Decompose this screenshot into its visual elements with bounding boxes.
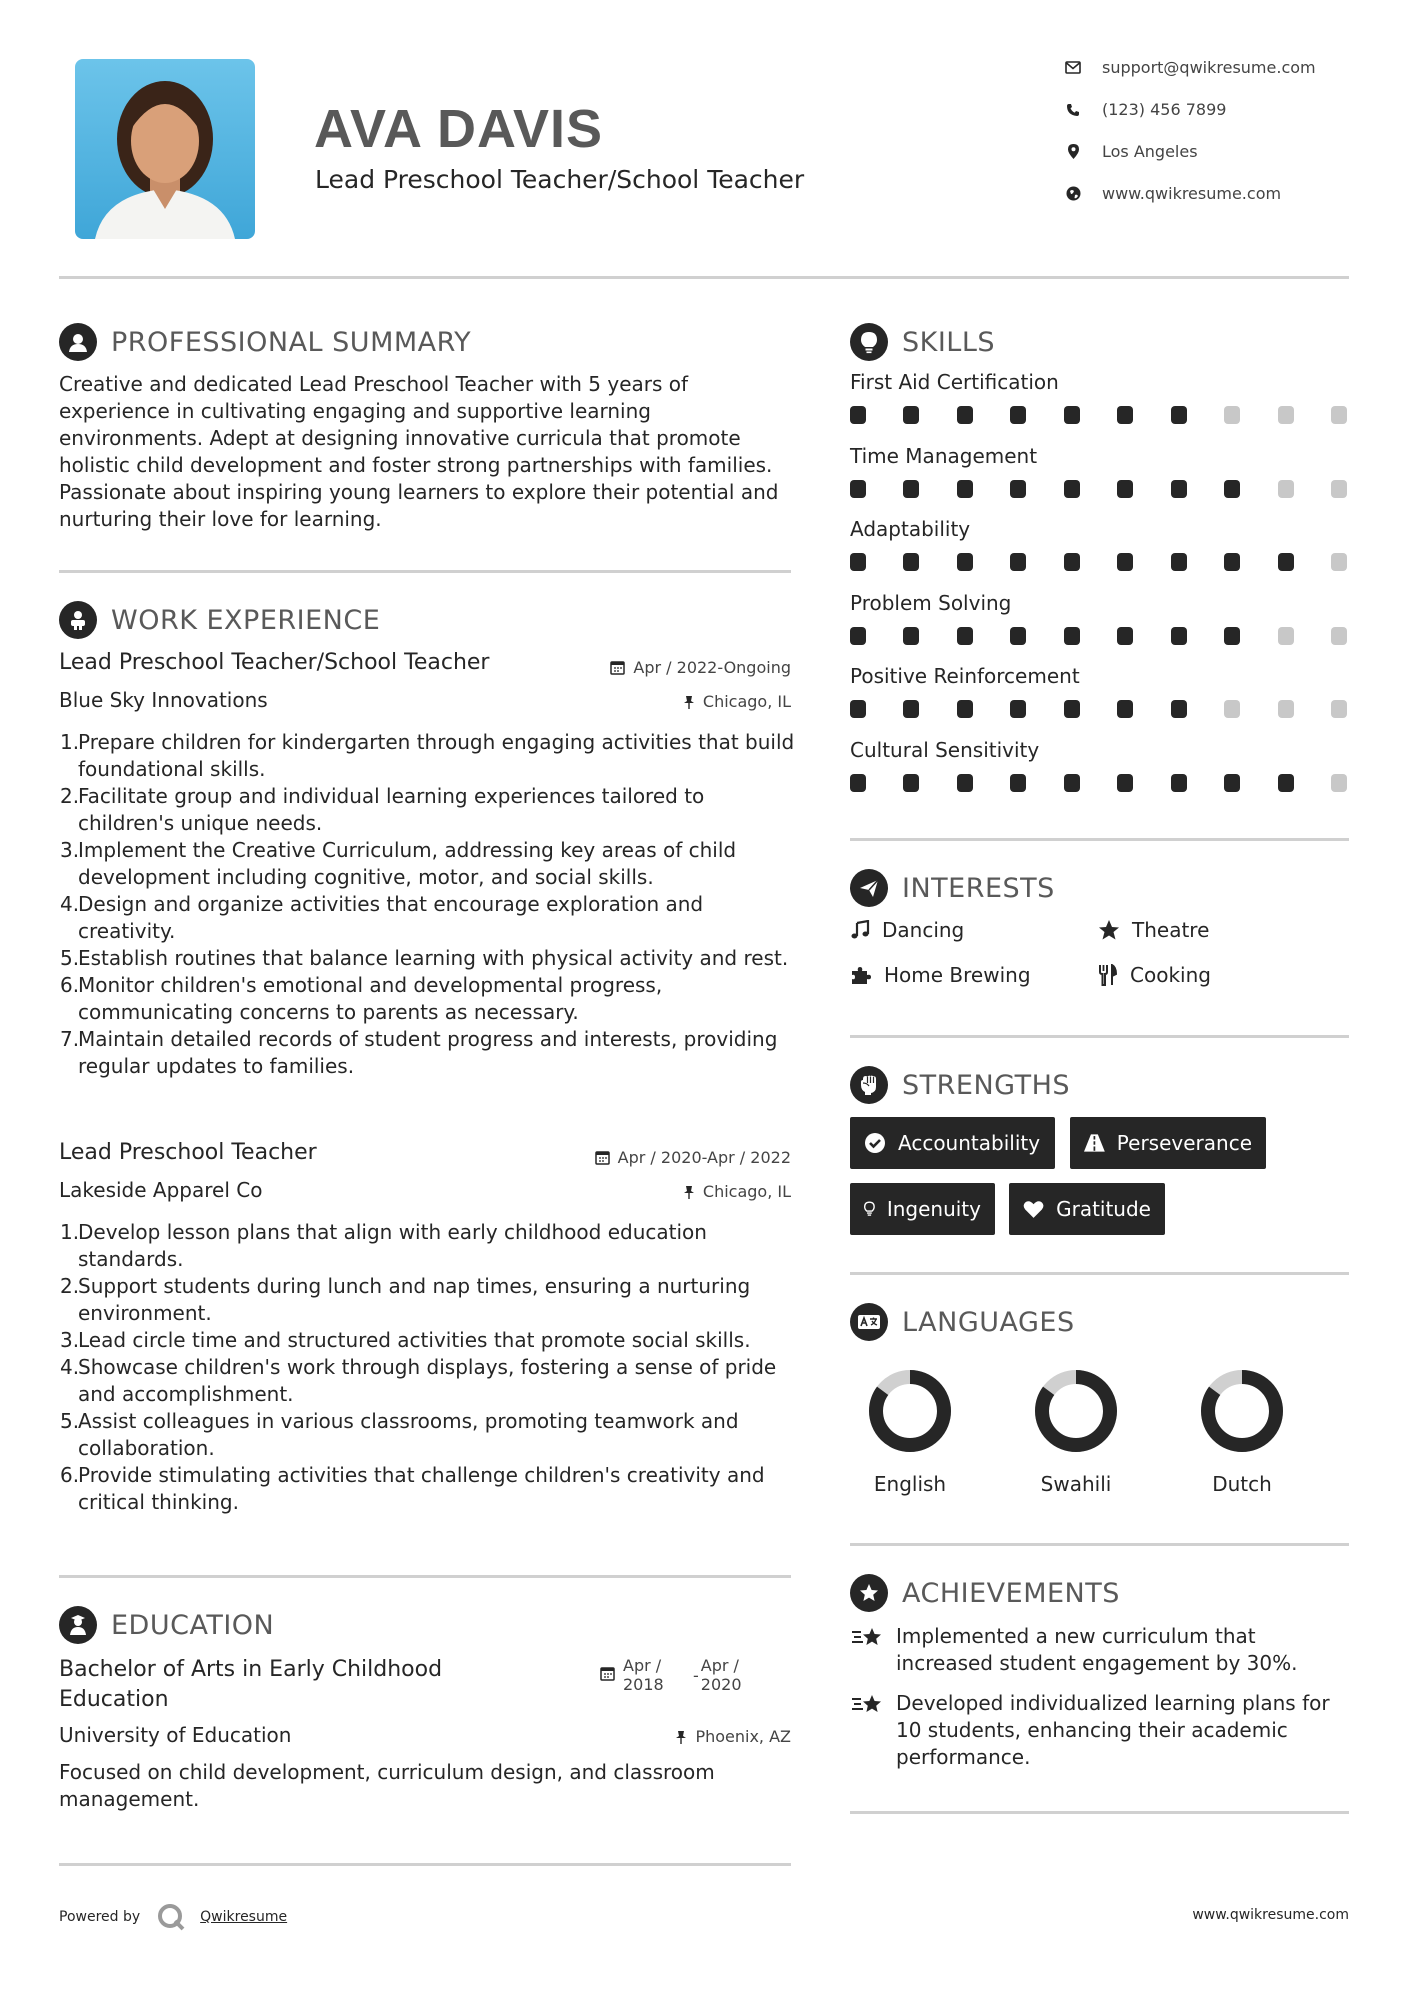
rating-dot-filled <box>1224 774 1240 792</box>
achievements-heading <box>850 1574 1120 1612</box>
language-label: Dutch <box>1212 1472 1272 1496</box>
chalkboard-user-icon <box>59 601 97 639</box>
list-item: Provide stimulating activities that challenge children's creativity and critical thinking. <box>78 1463 765 1514</box>
work-title: WORK EXPERIENCE <box>111 604 381 636</box>
skills-list <box>850 370 1350 811</box>
strength-badge <box>850 1183 995 1235</box>
degree-title <box>59 1655 442 1715</box>
skill-name: Time Management <box>850 443 1038 468</box>
utensils-icon <box>1098 964 1118 986</box>
footer-powered <box>59 1903 287 1931</box>
achievements-title: ACHIEVEMENTS <box>902 1577 1120 1609</box>
rating-dot-filled <box>1010 406 1026 424</box>
rating-dot-filled <box>1010 553 1026 571</box>
start-date-month: Apr / <box>623 1656 662 1675</box>
list-item: Monitor children's emotional and developmental progress, communicating concerns to parents as necessary. <box>78 973 663 1024</box>
end-date-year: 2020 <box>700 1675 742 1694</box>
interest-label: Theatre <box>1132 918 1210 942</box>
rating-dot-filled <box>1278 553 1294 571</box>
contact-phone <box>1064 100 1226 119</box>
strength-badge <box>1070 1117 1266 1169</box>
strengths-heading <box>850 1066 1070 1104</box>
rating-dot-empty <box>1278 480 1294 498</box>
strength-badge <box>850 1117 1055 1169</box>
rating-dot-filled <box>1224 480 1240 498</box>
job-responsibilities <box>59 729 799 1080</box>
skill-name: Cultural Sensitivity <box>850 737 1040 762</box>
rating-dot-empty <box>1331 700 1347 718</box>
rating-dot-filled <box>1010 774 1026 792</box>
job-company: Lakeside Apparel Co <box>59 1178 263 1202</box>
language-item <box>1016 1366 1136 1496</box>
calendar-icon <box>610 660 625 675</box>
rating-dot-filled <box>957 627 973 645</box>
achievement-text: Implemented a new curriculum that increased student engagement by 30%. <box>896 1624 1298 1675</box>
language-ring <box>850 1366 970 1456</box>
phone-icon <box>1064 101 1082 119</box>
rating-dot-filled <box>1064 553 1080 571</box>
shooting-star-icon <box>850 1692 886 1718</box>
languages-list <box>850 1366 1350 1506</box>
language-icon <box>850 1303 888 1341</box>
skill-rating <box>850 406 1347 424</box>
rating-dot-filled <box>1064 774 1080 792</box>
rating-dot-filled <box>1171 627 1187 645</box>
interest-item <box>1098 918 1209 942</box>
rating-dot-filled <box>1064 627 1080 645</box>
rating-dot-filled <box>1117 480 1133 498</box>
job-location-text: Chicago, IL <box>702 692 791 711</box>
education-location <box>540 1727 791 1746</box>
road-icon <box>1084 1133 1105 1153</box>
list-item: Establish routines that balance learning with physical activity and rest. <box>78 946 789 970</box>
strength-label: Ingenuity <box>886 1197 981 1221</box>
education-title: EDUCATION <box>111 1609 275 1641</box>
skills-heading <box>850 323 995 361</box>
achievement-text: Developed individualized learning plans for 10 students, enhancing their academic performance. <box>896 1691 1330 1769</box>
fist-icon <box>850 1066 888 1104</box>
skill-name: Positive Reinforcement <box>850 664 1080 688</box>
skill-row <box>850 664 1350 738</box>
rating-dot-empty <box>1224 700 1240 718</box>
skill-row <box>850 591 1350 665</box>
list-item: Design and organize activities that encourage exploration and creativity. <box>78 892 704 943</box>
contact-location <box>1064 142 1198 161</box>
interest-label: Dancing <box>882 918 965 942</box>
school-name: University of Education <box>59 1723 292 1747</box>
interest-label: Home Brewing <box>884 963 1031 987</box>
start-date <box>623 1656 693 1694</box>
rating-dot-empty <box>1331 480 1347 498</box>
pin-icon <box>675 1730 687 1744</box>
location-text: Los Angeles <box>1102 142 1198 161</box>
rating-dot-filled <box>1117 406 1133 424</box>
achievement-item <box>850 1623 1350 1677</box>
rating-dot-filled <box>1010 480 1026 498</box>
calendar-icon <box>595 1150 610 1165</box>
language-ring <box>1016 1366 1136 1456</box>
contact-website <box>1064 184 1281 203</box>
rating-dot-filled <box>1010 700 1026 718</box>
interest-item <box>850 918 964 942</box>
job-dates <box>540 658 791 677</box>
heart-icon <box>1023 1199 1044 1220</box>
rating-dot-filled <box>1064 480 1080 498</box>
rating-dot-filled <box>1064 406 1080 424</box>
rating-dot-filled <box>903 627 919 645</box>
rating-dot-empty <box>1224 406 1240 424</box>
interests-title: INTERESTS <box>902 872 1055 904</box>
rating-dot-empty <box>1278 700 1294 718</box>
work-heading <box>59 601 380 639</box>
skill-name: First Aid Certification <box>850 370 1059 394</box>
rating-dot-filled <box>1010 627 1026 645</box>
contact-email <box>1064 58 1316 77</box>
rating-dot-filled <box>957 700 973 718</box>
divider <box>850 1035 1349 1038</box>
job-location-text: Chicago, IL <box>702 1182 791 1201</box>
skill-row <box>850 738 1350 812</box>
rating-dot-filled <box>1117 700 1133 718</box>
rating-dot-filled <box>903 406 919 424</box>
summary-text: Creative and dedicated Lead Preschool Teacher with 5 years of experience in cultivating engaging and supportive learning environments. Adept at designing innovative curricula that promote holistic child development and foster strong partnerships with families. Passionate about inspiring young learners to explore their potential and nurturing their love for learning. <box>59 372 779 531</box>
strength-badge <box>1009 1183 1165 1235</box>
education-description: Focused on child development, curriculum design, and classroom management. <box>59 1760 715 1811</box>
rating-dot-filled <box>850 627 866 645</box>
skill-rating <box>850 627 1347 645</box>
skill-rating <box>850 480 1347 498</box>
list-item: Lead circle time and structured activities that promote social skills. <box>78 1328 751 1352</box>
rating-dot-filled <box>850 480 866 498</box>
list-item: Implement the Creative Curriculum, addressing key areas of child development including cognitive, motor, and social skills. <box>78 838 737 889</box>
powered-by-text: Powered by <box>59 1909 141 1925</box>
education-heading <box>59 1606 274 1644</box>
shooting-star-icon <box>850 1625 886 1651</box>
rating-dot-filled <box>850 700 866 718</box>
skill-rating <box>850 774 1347 792</box>
qwikresume-link[interactable]: Qwikresume <box>200 1909 288 1925</box>
language-label: Swahili <box>1040 1472 1112 1496</box>
education-location-text: Phoenix, AZ <box>695 1727 791 1746</box>
skill-name: Adaptability <box>850 517 971 541</box>
rating-dot-filled <box>1117 553 1133 571</box>
rating-dot-filled <box>1224 553 1240 571</box>
rating-dot-filled <box>903 774 919 792</box>
list-item: Prepare children for kindergarten through engaging activities that build foundational skills. <box>78 730 795 781</box>
pin-icon <box>683 695 695 709</box>
skills-title: SKILLS <box>902 326 996 358</box>
job-location <box>540 1182 791 1201</box>
divider <box>59 1863 791 1866</box>
rating-dot-empty <box>1331 627 1347 645</box>
rating-dot-filled <box>1224 627 1240 645</box>
list-item: Support students during lunch and nap times, ensuring a nurturing environment. <box>78 1274 751 1325</box>
lightbulb-icon <box>864 1198 875 1220</box>
globe-icon <box>1064 185 1082 203</box>
rating-dot-empty <box>1331 553 1347 571</box>
rating-dot-filled <box>903 553 919 571</box>
skill-rating <box>850 700 1347 718</box>
education-dates <box>600 1656 742 1694</box>
language-label: English <box>873 1472 947 1496</box>
rating-dot-filled <box>903 480 919 498</box>
languages-heading <box>850 1303 1075 1341</box>
medal-star-icon <box>850 1574 888 1612</box>
date-separator: - <box>693 1666 699 1685</box>
summary-heading <box>59 323 471 361</box>
job-dates <box>520 1148 791 1167</box>
footer-website: www.qwikresume.com <box>1192 1907 1349 1923</box>
phone-text: (123) 456 7899 <box>1102 100 1227 119</box>
strength-label: Perseverance <box>1116 1131 1252 1155</box>
language-ring <box>1182 1366 1302 1456</box>
skill-rating <box>850 553 1347 571</box>
puzzle-icon <box>850 965 872 985</box>
divider <box>850 1811 1349 1814</box>
achievement-item <box>850 1690 1350 1771</box>
job-dates-text: Apr / 2020-Apr / 2022 <box>617 1148 791 1167</box>
summary-title: PROFESSIONAL SUMMARY <box>111 326 472 358</box>
star-icon <box>1098 919 1120 941</box>
user-icon <box>59 323 97 361</box>
degree-line: Education <box>59 1687 169 1712</box>
rating-dot-filled <box>957 553 973 571</box>
strength-label: Gratitude <box>1056 1197 1151 1221</box>
skill-name: Problem Solving <box>850 590 1012 615</box>
divider <box>850 1272 1349 1275</box>
start-date-year: 2018 <box>623 1675 664 1694</box>
job-title: Lead Preschool Teacher <box>59 1140 317 1165</box>
job-company: Blue Sky Innovations <box>59 688 268 712</box>
interests-heading <box>850 869 1055 907</box>
email-text: support@qwikresume.com <box>1102 58 1316 77</box>
divider <box>850 1543 1349 1546</box>
candidate-name: AVA DAVIS <box>314 99 604 159</box>
rating-dot-filled <box>903 700 919 718</box>
list-item: Maintain detailed records of student progress and interests, providing regular updates to families. <box>78 1027 778 1078</box>
language-item <box>850 1366 970 1496</box>
list-item: Facilitate group and individual learning experiences tailored to children's unique needs. <box>78 784 705 835</box>
list-item: Assist colleagues in various classrooms, promoting teamwork and collaboration. <box>78 1409 739 1460</box>
header-divider <box>59 276 1349 279</box>
website-text: www.qwikresume.com <box>1102 184 1282 203</box>
rating-dot-filled <box>1064 700 1080 718</box>
map-pin-icon <box>1064 143 1082 161</box>
rating-dot-filled <box>1171 406 1187 424</box>
rating-dot-filled <box>1171 553 1187 571</box>
rating-dot-filled <box>1117 774 1133 792</box>
rating-dot-filled <box>957 406 973 424</box>
rating-dot-filled <box>850 774 866 792</box>
rating-dot-empty <box>1278 627 1294 645</box>
rating-dot-filled <box>1171 774 1187 792</box>
strength-label: Accountability <box>898 1131 1041 1155</box>
list-item: Develop lesson plans that align with early childhood education standards. <box>78 1220 707 1271</box>
language-item <box>1182 1366 1302 1496</box>
calendar-icon <box>600 1666 615 1681</box>
divider <box>59 570 791 573</box>
interest-item <box>850 963 1031 987</box>
rating-dot-filled <box>850 406 866 424</box>
rating-dot-empty <box>1278 406 1294 424</box>
music-icon <box>850 920 870 940</box>
skill-row <box>850 444 1350 518</box>
job-responsibilities <box>59 1219 804 1516</box>
rating-dot-filled <box>1171 700 1187 718</box>
end-date-month: Apr / <box>700 1656 739 1675</box>
rating-dot-filled <box>1117 627 1133 645</box>
paper-plane-icon <box>850 869 888 907</box>
graduate-icon <box>59 1606 97 1644</box>
rating-dot-filled <box>850 553 866 571</box>
job-dates-text: Apr / 2022-Ongoing <box>633 658 791 677</box>
job-title: Lead Preschool Teacher/School Teacher <box>59 650 490 675</box>
list-item: Showcase children's work through displays, fostering a sense of pride and accomplishment. <box>78 1355 777 1406</box>
candidate-title: Lead Preschool Teacher/School Teacher <box>315 165 805 194</box>
rating-dot-filled <box>1278 774 1294 792</box>
interest-label: Cooking <box>1130 963 1211 987</box>
rating-dot-filled <box>1171 480 1187 498</box>
envelope-icon <box>1064 59 1082 77</box>
check-circle-icon <box>864 1132 886 1154</box>
rating-dot-filled <box>957 774 973 792</box>
rating-dot-empty <box>1331 406 1347 424</box>
skill-row <box>850 517 1350 591</box>
skill-row <box>850 370 1350 444</box>
job-location <box>540 692 791 711</box>
languages-title: LANGUAGES <box>902 1306 1075 1338</box>
degree-line: Bachelor of Arts in Early Childhood <box>59 1657 443 1682</box>
strengths-title: STRENGTHS <box>902 1069 1071 1101</box>
lightbulb-icon <box>850 323 888 361</box>
profile-photo <box>75 59 255 239</box>
end-date <box>701 1656 742 1694</box>
qwikresume-logo-icon <box>156 1903 186 1931</box>
rating-dot-filled <box>957 480 973 498</box>
rating-dot-empty <box>1331 774 1347 792</box>
interest-item <box>1098 963 1211 987</box>
divider <box>850 838 1349 841</box>
pin-icon <box>683 1185 695 1199</box>
divider <box>59 1575 791 1578</box>
